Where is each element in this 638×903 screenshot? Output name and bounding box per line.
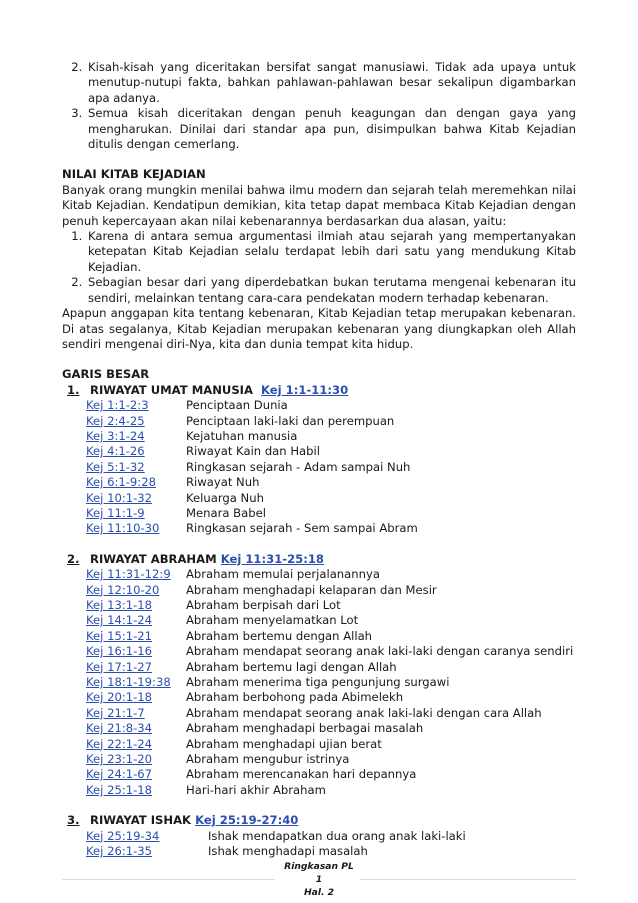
outline-row [62, 644, 576, 659]
scripture-link[interactable]: Kej 15:1-21 [86, 628, 153, 643]
outline-desc: Abraham bertemu lagi dengan Allah [186, 659, 397, 674]
scripture-link[interactable]: Kej 5:1-32 [86, 459, 145, 474]
scripture-link[interactable]: Kej 11:31-12:9 [86, 567, 171, 582]
outline-desc: Ringkasan sejarah - Sem sampai Abram [186, 521, 418, 536]
outline-desc: Abraham menghadapi ujian berat [186, 736, 382, 751]
outline-desc: Hari-hari akhir Abraham [186, 782, 326, 797]
outline-row [62, 491, 576, 506]
outline-desc: Abraham merencanakan hari depannya [186, 767, 417, 782]
outline-row [62, 629, 576, 644]
outline-desc: Abraham berpisah dari Lot [186, 598, 341, 612]
outline-desc: Kejatuhan manusia [186, 428, 298, 443]
scripture-link[interactable]: Kej 22:1-24 [86, 736, 153, 751]
scripture-link[interactable]: Kej 3:1-24 [86, 428, 145, 443]
section-number: 1. [67, 382, 80, 397]
outline-row [62, 690, 576, 705]
section-ref-link[interactable]: Kej 25:19-27:40 [195, 813, 299, 828]
outline-row [62, 506, 576, 521]
outline-desc: Penciptaan Dunia [186, 398, 288, 413]
outline-desc: Keluarga Nuh [186, 490, 264, 505]
outline-desc: Abraham menyelamatkan Lot [186, 613, 359, 628]
outline-row [62, 444, 576, 459]
section-ref-link[interactable]: Kej 11:31-25:18 [220, 551, 324, 566]
intro-list [62, 60, 576, 152]
scripture-link[interactable]: Kej 17:1-27 [86, 659, 153, 674]
outline-desc: Abraham mengubur istrinya [186, 752, 350, 767]
scripture-link[interactable]: Kej 25:1-18 [86, 782, 153, 797]
outline-row [62, 721, 576, 736]
outline-row [62, 475, 576, 490]
outline-row [62, 706, 576, 721]
nilai-paragraph-2: Apapun anggapan kita tentang kebenaran, Kitab Kejadian tetap merupakan kebenaran. Di atas segalanya, Kitab Kejadian merupakan kebenaran yang diungkapkan oleh Allah sendiri mengenai diri-Nya, kita dan dunia tempat kita hidup. [62, 306, 576, 351]
outline-row [62, 675, 576, 690]
footer-page: Hal. 2 [303, 887, 335, 898]
nilai-heading: NILAI KITAB KEJADIAN [62, 167, 206, 182]
outline-row [62, 598, 576, 613]
outline-desc: Abraham memulai perjalanannya [186, 567, 380, 582]
document-page [62, 60, 576, 860]
scripture-link[interactable]: Kej 23:1-20 [86, 752, 153, 767]
outline-row [62, 783, 576, 798]
section-number: 2. [67, 551, 80, 566]
outline-desc: Ishak mendapatkan dua orang anak laki-laki [208, 828, 466, 843]
outline-desc: Penciptaan laki-laki dan perempuan [186, 413, 395, 428]
section-title [62, 383, 576, 398]
garis-heading: GARIS BESAR [62, 367, 150, 382]
section-title-text: RIWAYAT UMAT MANUSIA [90, 382, 253, 397]
footer-title: Ringkasan PL [284, 861, 354, 872]
scripture-link[interactable]: Kej 25:19-34 [86, 828, 160, 843]
section-ref-link[interactable]: Kej 1:1-11:30 [261, 382, 349, 397]
section-title [62, 552, 576, 567]
scripture-link[interactable]: Kej 20:1-18 [86, 690, 153, 705]
scripture-link[interactable]: Kej 6:1-9:28 [86, 475, 156, 490]
outline-row [62, 583, 576, 598]
nilai-list-item: 1. Karena di antara semua argumentasi ilmiah atau sejarah yang mempertanyakan ketepatan Kitab Kejadian selalu terdapat lebih dari satu yang mendukung Kitab Kejadian. [86, 229, 576, 275]
intro-list-item: 3. Semua kisah diceritakan dengan penuh keagungan dan dengan gaya yang mengharukan. Dinilai dari standar apa pun, disimpulkan bahwa Kitab Kejadian ditulis dengan cemerlang. [86, 106, 576, 152]
outline-row [62, 737, 576, 752]
section-number: 3. [67, 813, 80, 828]
nilai-list-item: 2. Sebagian besar dari yang diperdebatkan bukan terutama mengenai kebenaran itu sendiri, melainkan tentang cara-cara pendekatan modern terhadap kebenaran. [86, 275, 576, 306]
page-footer [0, 860, 638, 899]
outline-row [62, 613, 576, 628]
intro-list-item: 2. Kisah-kisah yang diceritakan bersifat sangat manusiawi. Tidak ada upaya untuk menutup-nutupi fakta, bahkan pahlawan-pahlawan besar sekalipun digambarkan apa adanya. [86, 60, 576, 106]
scripture-link[interactable]: Kej 21:1-7 [86, 705, 145, 720]
scripture-link[interactable]: Kej 4:1-26 [86, 444, 145, 459]
outline-row [62, 460, 576, 475]
outline-row [62, 521, 576, 536]
scripture-link[interactable]: Kej 11:10-30 [86, 521, 160, 536]
outline-row [62, 414, 576, 429]
outline-desc: Abraham mendapat seorang anak laki-laki dengan caranya sendiri [186, 644, 574, 659]
outline-desc: Ringkasan sejarah - Adam sampai Nuh [186, 459, 411, 474]
nilai-paragraph-1: Banyak orang mungkin menilai bahwa ilmu modern dan sejarah telah meremehkan nilai Kitab Kejadian. Kendatipun demikian, kita tetap dapat membaca Kitab Kejadian dengan penuh kepercayaan akan nilai kebenarannya berdasarkan dua alasan, yaitu: [62, 182, 576, 228]
outline-row [62, 660, 576, 675]
outline-desc: Abraham menghadapi kelaparan dan Mesir [186, 582, 437, 597]
outline-desc: Riwayat Nuh [186, 475, 260, 490]
outline-desc: Ishak menghadapi masalah [208, 844, 368, 859]
outline-desc: Abraham menerima tiga pengunjung surgawi [186, 675, 450, 690]
section-title-text: RIWAYAT ABRAHAM [90, 551, 217, 566]
footer-number: 1 [315, 874, 323, 885]
outline-section-1 [62, 383, 576, 537]
outline-section-3 [62, 813, 576, 859]
section-title [62, 813, 576, 828]
outline-row [62, 829, 576, 844]
scripture-link[interactable]: Kej 26:1-35 [86, 844, 153, 859]
outline-desc: Riwayat Kain dan Habil [186, 444, 320, 459]
scripture-link[interactable]: Kej 16:1-16 [86, 644, 153, 659]
scripture-link[interactable]: Kej 14:1-24 [86, 613, 153, 628]
scripture-link[interactable]: Kej 10:1-32 [86, 490, 153, 505]
scripture-link[interactable]: Kej 24:1-67 [86, 767, 153, 782]
outline-row [62, 752, 576, 767]
nilai-list [62, 229, 576, 306]
outline-desc: Abraham berbohong pada Abimelekh [186, 690, 404, 705]
scripture-link[interactable]: Kej 13:1-18 [86, 598, 153, 612]
outline-desc: Abraham menghadapi berbagai masalah [186, 721, 424, 736]
scripture-link[interactable]: Kej 21:8-34 [86, 721, 153, 736]
scripture-link[interactable]: Kej 1:1-2:3 [86, 398, 149, 413]
outline-row [62, 767, 576, 782]
scripture-link[interactable]: Kej 12:10-20 [86, 582, 160, 597]
section-title-text: RIWAYAT ISHAK [90, 813, 192, 828]
outline-row [62, 844, 576, 859]
scripture-link[interactable]: Kej 2:4-25 [86, 413, 145, 428]
scripture-link[interactable]: Kej 18:1-19:38 [86, 675, 171, 690]
outline-desc: Abraham bertemu dengan Allah [186, 628, 373, 643]
outline-desc: Abraham mendapat seorang anak laki-laki dengan cara Allah [186, 705, 542, 720]
outline-row [62, 398, 576, 413]
outline-desc: Menara Babel [186, 505, 266, 520]
outline-row [62, 567, 576, 582]
outline-row [62, 429, 576, 444]
scripture-link[interactable]: Kej 11:1-9 [86, 505, 145, 520]
outline-section-2 [62, 552, 576, 799]
